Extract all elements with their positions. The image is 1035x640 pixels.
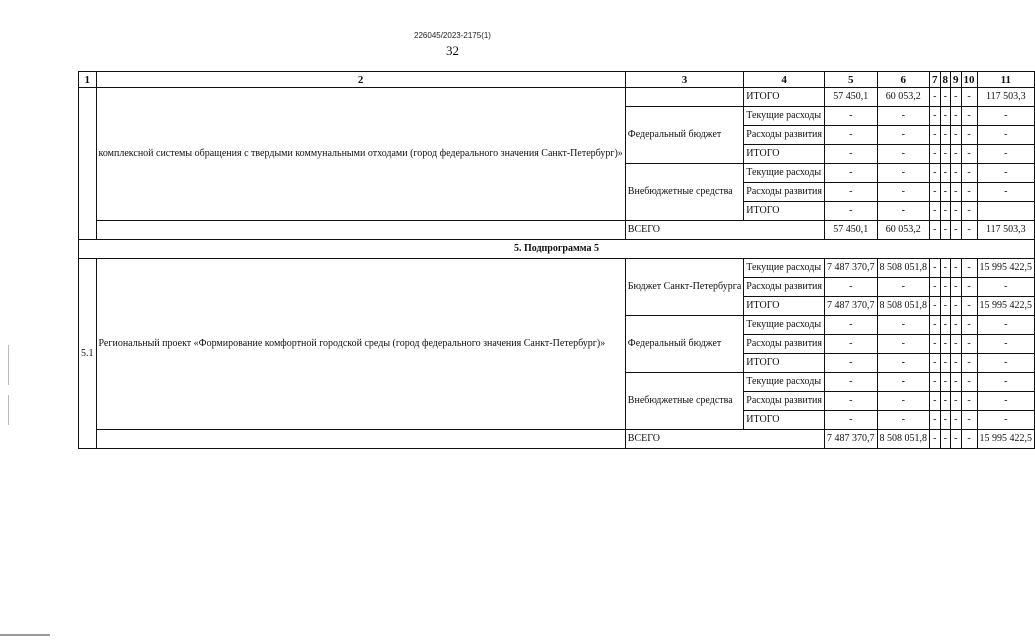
value-cell: - <box>951 202 962 221</box>
column-header: 1 <box>79 72 97 88</box>
value-cell: - <box>825 164 878 183</box>
value-cell: - <box>961 88 977 107</box>
value-cell: - <box>877 316 930 335</box>
value-cell: - <box>930 259 941 278</box>
column-header: 4 <box>744 72 825 88</box>
value-cell: - <box>825 335 878 354</box>
value-cell: - <box>940 88 951 107</box>
value-cell: - <box>930 202 941 221</box>
value-cell: - <box>940 164 951 183</box>
value-cell: - <box>977 145 1035 164</box>
value-cell: - <box>930 316 941 335</box>
value-cell: - <box>940 430 951 449</box>
table-row <box>79 221 1035 240</box>
value-cell: 8 508 051,8 <box>877 430 930 449</box>
value-cell: - <box>961 126 977 145</box>
value-cell: - <box>877 126 930 145</box>
value-cell: - <box>930 145 941 164</box>
row-label: Расходы развития <box>744 392 825 411</box>
value-cell: - <box>930 392 941 411</box>
value-cell: 15 995 422,5 <box>977 297 1035 316</box>
column-header: 9 <box>951 72 962 88</box>
value-cell: - <box>951 164 962 183</box>
value-cell: - <box>877 392 930 411</box>
column-header-row <box>79 72 1035 88</box>
row-label: Текущие расходы <box>744 107 825 126</box>
value-cell: - <box>877 107 930 126</box>
value-cell: - <box>940 297 951 316</box>
value-cell: - <box>951 430 962 449</box>
value-cell: - <box>930 297 941 316</box>
document-id: 226045/2023-2175(1) <box>414 31 491 40</box>
value-cell: - <box>877 335 930 354</box>
table-row <box>79 430 1035 449</box>
value-cell: - <box>951 297 962 316</box>
column-header: 11 <box>977 72 1035 88</box>
value-cell: - <box>825 145 878 164</box>
table-row <box>79 88 1035 107</box>
column-header: 2 <box>96 72 625 88</box>
value-cell: - <box>961 278 977 297</box>
row-label: Расходы развития <box>744 183 825 202</box>
value-cell <box>977 202 1035 221</box>
row-label: ИТОГО <box>744 88 825 107</box>
value-cell: - <box>951 107 962 126</box>
budget-table <box>78 71 1035 449</box>
row-label: ВСЕГО <box>625 221 824 240</box>
value-cell: 7 487 370,7 <box>825 297 878 316</box>
value-cell: - <box>877 202 930 221</box>
funding-source: Федеральный бюджет <box>625 316 743 373</box>
value-cell: - <box>877 164 930 183</box>
value-cell: - <box>825 202 878 221</box>
value-cell: 117 503,3 <box>977 88 1035 107</box>
index-cell <box>79 88 97 240</box>
value-cell: - <box>951 259 962 278</box>
value-cell: - <box>951 316 962 335</box>
value-cell: - <box>951 221 962 240</box>
value-cell: - <box>930 183 941 202</box>
value-cell: - <box>951 354 962 373</box>
value-cell: - <box>940 107 951 126</box>
row-label: ИТОГО <box>744 297 825 316</box>
value-cell: - <box>961 107 977 126</box>
value-cell: - <box>940 278 951 297</box>
funding-source: Внебюджетные средства <box>625 164 743 221</box>
value-cell: - <box>977 164 1035 183</box>
value-cell: - <box>940 126 951 145</box>
value-cell: - <box>940 392 951 411</box>
value-cell: - <box>877 373 930 392</box>
value-cell: - <box>977 126 1035 145</box>
value-cell: - <box>930 430 941 449</box>
project-description: Региональный проект «Формирование комфортной городской среды (город федерального значения Санкт-Петербург)» <box>96 259 625 430</box>
funding-source: Бюджет Санкт-Петербурга <box>625 259 743 316</box>
row-label: Текущие расходы <box>744 373 825 392</box>
column-header: 10 <box>961 72 977 88</box>
value-cell: - <box>977 411 1035 430</box>
value-cell: - <box>930 107 941 126</box>
value-cell: - <box>940 354 951 373</box>
project-description: комплексной системы обращения с твердыми коммунальными отходами (город федерального значения Санкт-Петербург)» <box>96 88 625 221</box>
value-cell: - <box>940 411 951 430</box>
value-cell: - <box>940 202 951 221</box>
row-label: ИТОГО <box>744 354 825 373</box>
value-cell: - <box>930 411 941 430</box>
value-cell: - <box>877 145 930 164</box>
value-cell: - <box>951 335 962 354</box>
value-cell: 117 503,3 <box>977 221 1035 240</box>
column-header: 6 <box>877 72 930 88</box>
value-cell: - <box>977 316 1035 335</box>
row-label: Расходы развития <box>744 278 825 297</box>
value-cell: - <box>940 259 951 278</box>
value-cell: - <box>961 297 977 316</box>
value-cell: - <box>961 373 977 392</box>
value-cell: - <box>951 88 962 107</box>
value-cell: - <box>825 373 878 392</box>
value-cell: - <box>877 411 930 430</box>
row-label: Расходы развития <box>744 335 825 354</box>
row-label: ИТОГО <box>744 411 825 430</box>
value-cell: - <box>961 145 977 164</box>
value-cell: - <box>951 392 962 411</box>
value-cell: - <box>940 373 951 392</box>
scan-margin-mark <box>8 395 9 425</box>
row-label: Расходы развития <box>744 126 825 145</box>
value-cell: - <box>951 373 962 392</box>
value-cell: - <box>961 354 977 373</box>
value-cell: - <box>930 373 941 392</box>
value-cell: - <box>961 411 977 430</box>
page-number: 32 <box>446 43 459 58</box>
value-cell: - <box>930 221 941 240</box>
value-cell: - <box>825 354 878 373</box>
value-cell: - <box>951 126 962 145</box>
section-title: 5. Подпрограмма 5 <box>79 240 1035 259</box>
value-cell: - <box>930 335 941 354</box>
value-cell: - <box>877 278 930 297</box>
value-cell: - <box>940 183 951 202</box>
source-cell <box>625 88 743 107</box>
row-label: Текущие расходы <box>744 316 825 335</box>
value-cell: 15 995 422,5 <box>977 430 1035 449</box>
funding-source: Внебюджетные средства <box>625 373 743 430</box>
value-cell: - <box>977 354 1035 373</box>
value-cell: 8 508 051,8 <box>877 259 930 278</box>
value-cell: - <box>930 278 941 297</box>
column-header: 7 <box>930 72 941 88</box>
row-label: Текущие расходы <box>744 259 825 278</box>
scan-margin-mark <box>8 345 9 385</box>
section-row <box>79 240 1035 259</box>
value-cell: - <box>825 316 878 335</box>
value-cell: - <box>825 392 878 411</box>
value-cell: 60 053,2 <box>877 88 930 107</box>
value-cell: - <box>961 392 977 411</box>
value-cell: - <box>825 183 878 202</box>
value-cell: - <box>825 278 878 297</box>
value-cell: - <box>961 221 977 240</box>
value-cell: - <box>961 259 977 278</box>
empty-cell <box>96 221 625 240</box>
empty-cell <box>96 430 625 449</box>
value-cell: - <box>961 164 977 183</box>
value-cell: - <box>961 430 977 449</box>
value-cell: - <box>977 278 1035 297</box>
value-cell: - <box>877 183 930 202</box>
table-row <box>79 259 1035 278</box>
value-cell: 57 450,1 <box>825 221 878 240</box>
row-label: ВСЕГО <box>625 430 824 449</box>
value-cell: 15 995 422,5 <box>977 259 1035 278</box>
value-cell: - <box>940 145 951 164</box>
value-cell: - <box>961 316 977 335</box>
value-cell: - <box>977 335 1035 354</box>
funding-source: Федеральный бюджет <box>625 107 743 164</box>
scan-edge-line <box>0 634 50 636</box>
value-cell: - <box>951 183 962 202</box>
value-cell: - <box>961 335 977 354</box>
value-cell: - <box>940 316 951 335</box>
value-cell: - <box>825 411 878 430</box>
value-cell: - <box>930 354 941 373</box>
value-cell: - <box>940 221 951 240</box>
value-cell: - <box>961 202 977 221</box>
value-cell: - <box>977 373 1035 392</box>
column-header: 5 <box>825 72 878 88</box>
value-cell: 7 487 370,7 <box>825 430 878 449</box>
value-cell: 60 053,2 <box>877 221 930 240</box>
row-label: ИТОГО <box>744 145 825 164</box>
row-label: ИТОГО <box>744 202 825 221</box>
value-cell: - <box>951 411 962 430</box>
value-cell: - <box>825 126 878 145</box>
row-label: Текущие расходы <box>744 164 825 183</box>
row-index: 5.1 <box>79 259 97 449</box>
value-cell: 57 450,1 <box>825 88 878 107</box>
value-cell: - <box>940 335 951 354</box>
value-cell: 7 487 370,7 <box>825 259 878 278</box>
value-cell: - <box>961 183 977 202</box>
value-cell: - <box>951 278 962 297</box>
value-cell: - <box>930 88 941 107</box>
value-cell: - <box>977 107 1035 126</box>
value-cell: - <box>930 164 941 183</box>
value-cell: - <box>877 354 930 373</box>
value-cell: - <box>977 183 1035 202</box>
value-cell: - <box>951 145 962 164</box>
value-cell: - <box>930 126 941 145</box>
value-cell: 8 508 051,8 <box>877 297 930 316</box>
value-cell: - <box>977 392 1035 411</box>
value-cell: - <box>825 107 878 126</box>
column-header: 3 <box>625 72 743 88</box>
column-header: 8 <box>940 72 951 88</box>
